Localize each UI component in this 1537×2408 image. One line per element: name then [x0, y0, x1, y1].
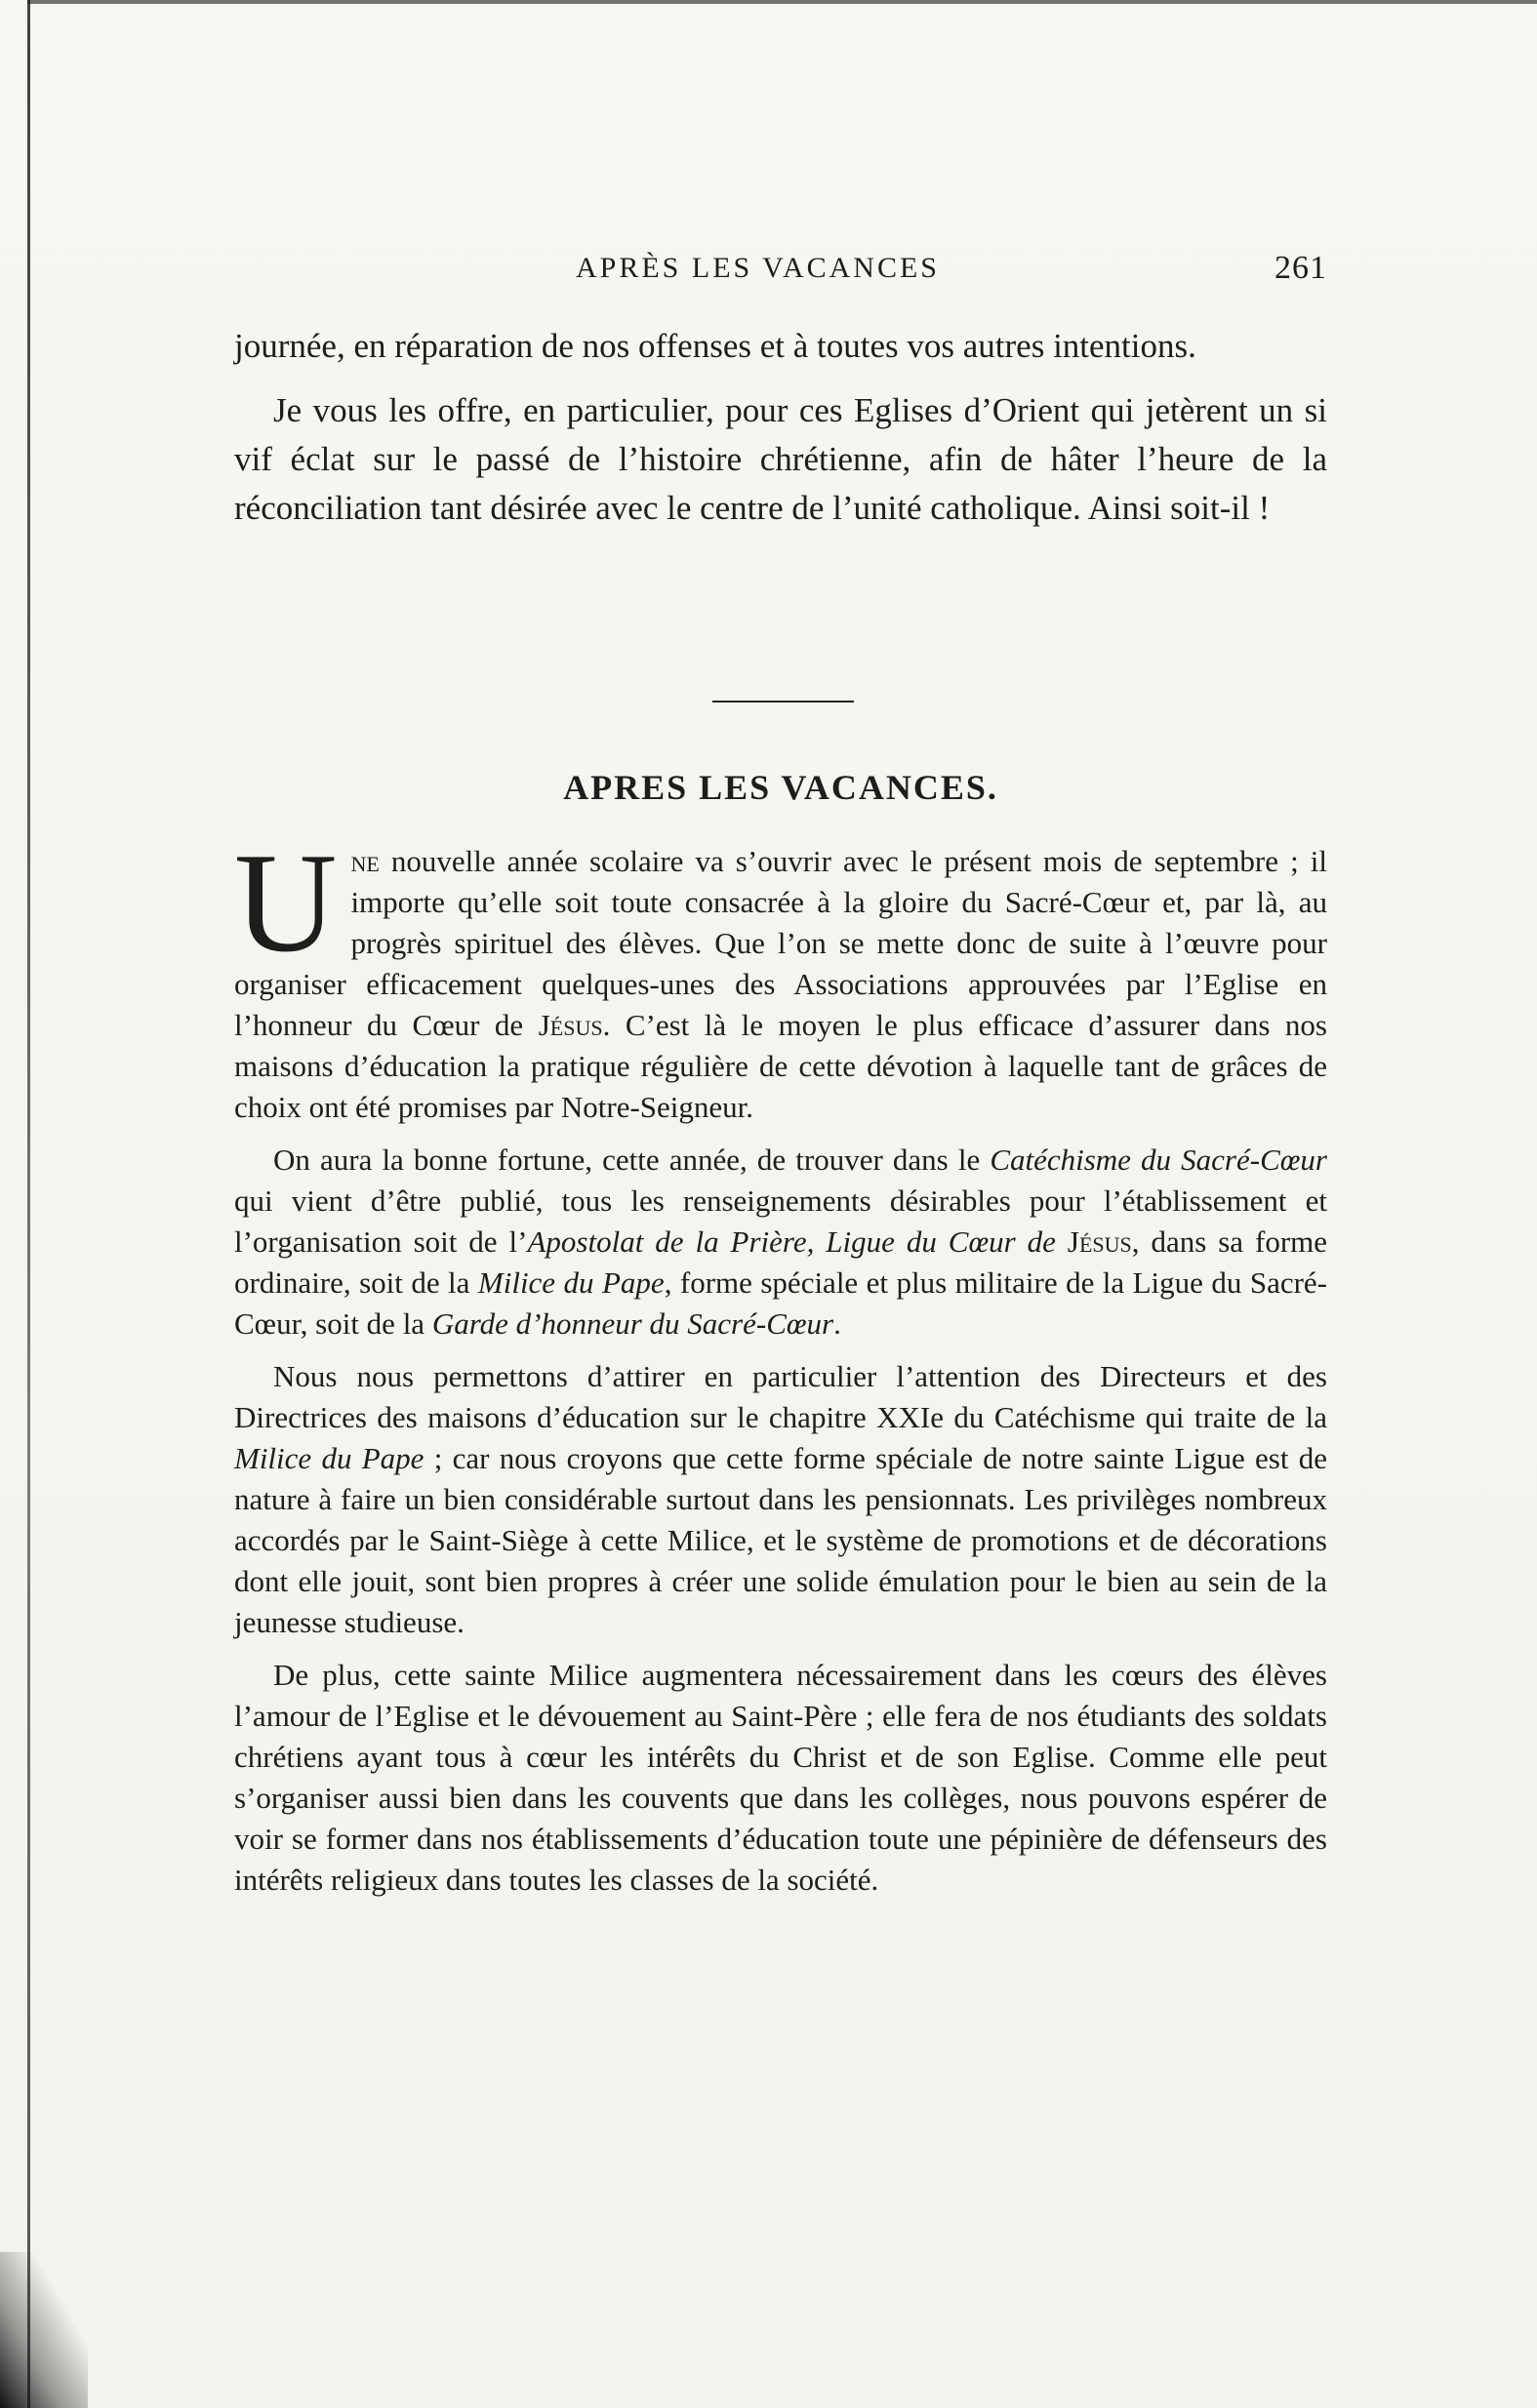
garde-title: Garde d’honneur du Sacré-Cœur: [431, 1306, 834, 1341]
lead-word: ne: [350, 844, 380, 878]
article-paragraph-2: [234, 1140, 1327, 1344]
paragraph-3-end: ; car nous croyons que cette forme spéciale de notre sainte Ligue est de nature à faire un bien considérable surtout dans les pensionnats. Les privilèges nombreux accordés par le Saint-Siège à cette Milice, et le système de promotions et de décorations dont elle jouit, sont bien propres à créer une solide émulation pour le bien au sein de la jeunesse studieuse.: [234, 1441, 1327, 1639]
section-divider: [712, 701, 854, 702]
article-paragraph-4: De plus, cette sainte Milice augmentera nécessairement dans les cœurs des élèves l’amour de l’Eglise et le dévouement au Saint-Père ; elle fera de nos étudiants des soldats chrétiens ayant tous à cœur les intérêts du Christ et de son Eglise. Comme elle peut s’organiser aussi bien dans les couvents que dans les collèges, nous pouvons espérer de voir se former dans nos établissements d’éducation toute une pépinière de défenseurs des intérêts religieux dans toutes les classes de la société.: [234, 1658, 1327, 1897]
paragraph-2-mid-3: , forme spéciale et plus militaire de la Ligue du Sacré-Cœur, soit de la: [234, 1265, 1327, 1341]
scan-left-edge: [27, 0, 30, 2408]
milice-title-2: Milice du Pape: [234, 1441, 425, 1475]
intro-text: [234, 322, 1327, 533]
running-header: [234, 252, 1327, 291]
catechisme-title: Catéchisme du Sacré-Cœur: [990, 1143, 1327, 1177]
article-body: [234, 823, 1328, 1912]
paragraph-1-text: nouvelle année scolaire va s’ouvrir avec le présent mois de septembre ; il importe qu’elle soit toute consacrée à la gloire du Sacré-Cœur et, par là, au progrès spirituel des élèves. Que l’on se mette donc de suite à l’œuvre pour organiser efficacement quelques-unes des Associations approuvées par l’Eglise en l’honneur du Cœur de: [234, 844, 1327, 1042]
apostolat-title: Apostolat de la Prière, Ligue du Cœur de: [527, 1224, 1056, 1259]
jesus-name: Jésus: [538, 1008, 603, 1042]
page-number: 261: [1274, 250, 1327, 286]
paragraph-1-end: . C’est là le moyen le plus efficace d’assurer dans nos maisons d’éducation la pratique régulière de cette dévotion à laquelle tant de grâces de choix ont été promises par Notre-Seigneur.: [234, 1008, 1327, 1124]
milice-title: Milice du Pape: [477, 1265, 665, 1300]
intro-paragraph-2: Je vous les offre, en particulier, pour ces Eglises d’Orient qui jetèrent un si vif éclat sur le passé de l’histoire chrétienne, afin de hâter l’heure de la réconciliation tant désirée avec le centre de l’unité catholique. Ainsi soit-il !: [234, 391, 1327, 527]
paragraph-2-start: On aura la bonne fortune, cette année, de trouver dans le: [273, 1143, 991, 1177]
scan-top-edge: [27, 0, 1537, 4]
paragraph-2-end: .: [833, 1306, 841, 1341]
drop-cap: U: [234, 823, 338, 982]
article-paragraph-3: [234, 1356, 1327, 1643]
paragraph-3-start: Nous nous permettons d’attirer en particulier l’attention des Directeurs et des Directrices des maisons d’éducation sur le chapitre XXIe du Catéchisme qui traite de la: [234, 1359, 1327, 1434]
jesus-name-2: Jésus: [1067, 1224, 1132, 1259]
paragraph-2-mid-2: , dans sa forme ordinaire, soit de la: [234, 1224, 1328, 1300]
article-paragraph-1: [234, 823, 1327, 1128]
intro-paragraph-1: journée, en réparation de nos offenses et à toutes vos autres intentions.: [234, 327, 1196, 365]
section-title: APRES LES VACANCES.: [563, 768, 998, 807]
paragraph-2-mid-1: qui vient d’être publié, tous les renseignements désirables pour l’établissement et l’organisation soit de l’: [234, 1184, 1327, 1259]
scan-corner-shadow: [0, 2252, 88, 2408]
running-title: APRÈS LES VACANCES: [576, 252, 940, 284]
